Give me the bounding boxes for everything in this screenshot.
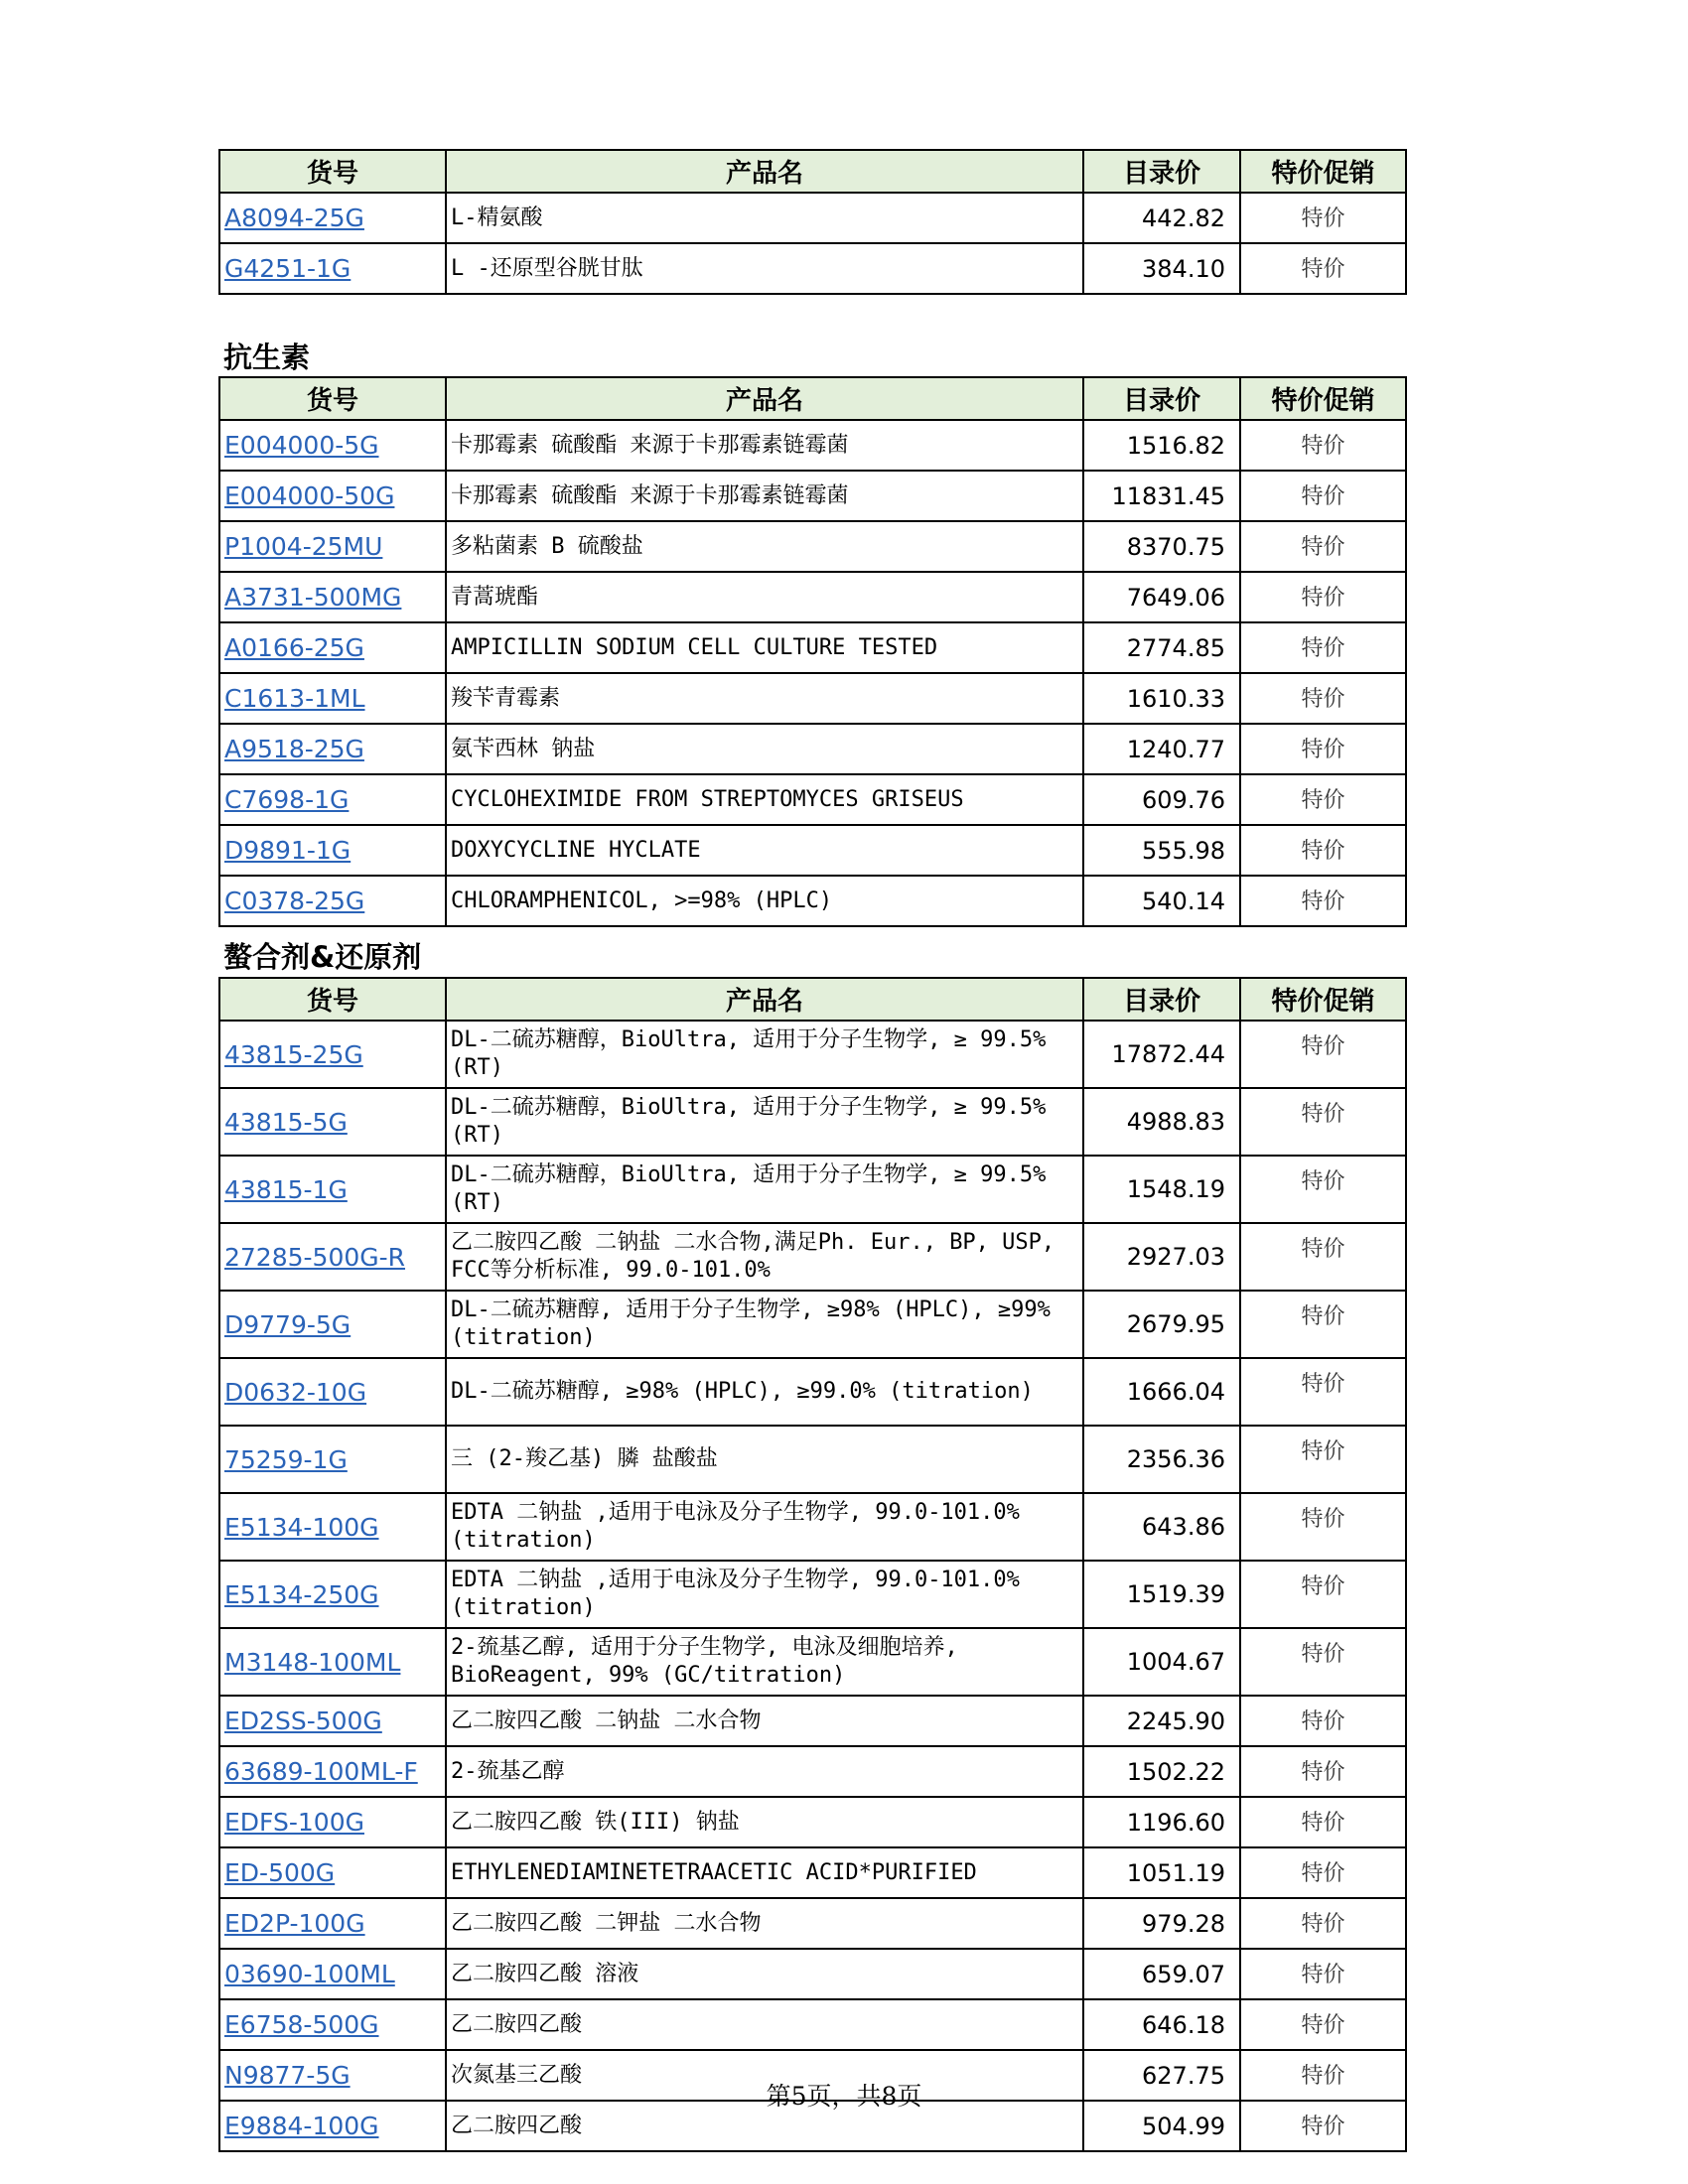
product-name: 卡那霉素 硫酸酯 来源于卡那霉素链霉菌 [446, 471, 1083, 521]
header-name: 产品名 [446, 978, 1083, 1021]
product-code-cell [219, 1291, 446, 1358]
product-name: DL-二硫苏糖醇, ≥98% (HPLC), ≥99.0% (titration) [446, 1358, 1083, 1426]
product-code-link[interactable]: ED-500G [224, 1858, 336, 1887]
product-code-link[interactable]: ED2SS-500G [224, 1706, 382, 1735]
promo-label: 特价 [1240, 1746, 1406, 1797]
catalog-price: 7649.06 [1083, 572, 1240, 622]
table-row [219, 420, 1406, 471]
catalog-price: 1516.82 [1083, 420, 1240, 471]
product-name: 乙二胺四乙酸 二钠盐 二水合物 [446, 1696, 1083, 1746]
catalog-price: 2679.95 [1083, 1291, 1240, 1358]
promo-label: 特价 [1240, 1493, 1406, 1561]
product-code-link[interactable]: M3148-100ML [224, 1647, 401, 1677]
header-price: 目录价 [1083, 150, 1240, 193]
table-row [219, 774, 1406, 825]
catalog-price: 11831.45 [1083, 471, 1240, 521]
promo-label: 特价 [1240, 471, 1406, 521]
promo-label: 特价 [1240, 1696, 1406, 1746]
promo-label: 特价 [1240, 774, 1406, 825]
product-name: 青蒿琥酯 [446, 572, 1083, 622]
promo-label: 特价 [1240, 521, 1406, 572]
product-code-link[interactable]: D0632-10G [224, 1377, 367, 1407]
promo-label: 特价 [1240, 724, 1406, 774]
promo-label: 特价 [1240, 1847, 1406, 1898]
table-row [219, 1291, 1406, 1358]
promo-label: 特价 [1240, 2101, 1406, 2151]
product-code-link[interactable]: E5134-250G [224, 1579, 379, 1609]
product-code-cell [219, 521, 446, 572]
section-title-antibiotics: 抗生素 [223, 341, 311, 374]
product-name: 三 (2-羧乙基) 膦 盐酸盐 [446, 1426, 1083, 1493]
product-code-cell [219, 1223, 446, 1291]
table-row [219, 471, 1406, 521]
catalog-price: 504.99 [1083, 2101, 1240, 2151]
catalog-price: 2774.85 [1083, 622, 1240, 673]
product-code-cell [219, 1628, 446, 1696]
header-promo: 特价促销 [1240, 978, 1406, 1021]
header-row [219, 150, 1406, 193]
product-name: L -还原型谷胱甘肽 [446, 243, 1083, 294]
table-row [219, 1628, 1406, 1696]
product-name: 氨苄西林 钠盐 [446, 724, 1083, 774]
product-code-cell [219, 1493, 446, 1561]
catalog-price: 659.07 [1083, 1949, 1240, 1999]
table-row [219, 1493, 1406, 1561]
product-code-link[interactable]: 27285-500G-R [224, 1242, 406, 1272]
product-code-link[interactable]: EDFS-100G [224, 1808, 364, 1837]
promo-label: 特价 [1240, 572, 1406, 622]
product-code-cell [219, 1999, 446, 2050]
product-code-cell [219, 876, 446, 926]
product-name: CYCLOHEXIMIDE FROM STREPTOMYCES GRISEUS [446, 774, 1083, 825]
catalog-price: 1051.19 [1083, 1847, 1240, 1898]
table-row [219, 1949, 1406, 1999]
table-row [219, 1561, 1406, 1628]
product-name: EDTA 二钠盐 ,适用于电泳及分子生物学, 99.0-101.0% (titration) [446, 1493, 1083, 1561]
header-code: 货号 [219, 150, 446, 193]
header-name: 产品名 [446, 377, 1083, 420]
product-code-cell [219, 1797, 446, 1847]
product-code-link[interactable]: D9891-1G [224, 836, 352, 865]
product-code-cell [219, 1561, 446, 1628]
promo-label: 特价 [1240, 1628, 1406, 1696]
table-row [219, 673, 1406, 724]
product-code-cell [219, 622, 446, 673]
product-code-link[interactable]: ED2P-100G [224, 1909, 365, 1938]
section-title-chelators: 螯合剂&还原剂 [223, 940, 422, 974]
promo-label: 特价 [1240, 1949, 1406, 1999]
promo-label: 特价 [1240, 825, 1406, 876]
product-code-link[interactable]: P1004-25MU [224, 532, 383, 561]
promo-label: 特价 [1240, 243, 1406, 294]
product-name: 羧苄青霉素 [446, 673, 1083, 724]
promo-label: 特价 [1240, 1358, 1406, 1426]
catalog-price: 1519.39 [1083, 1561, 1240, 1628]
table-row [219, 1999, 1406, 2050]
table-row [219, 1156, 1406, 1223]
header-price: 目录价 [1083, 978, 1240, 1021]
product-name: DL-二硫苏糖醇，BioUltra, 适用于分子生物学, ≥ 99.5% (RT) [446, 1156, 1083, 1223]
table-row [219, 1797, 1406, 1847]
table-row [219, 876, 1406, 926]
product-code-cell [219, 243, 446, 294]
catalog-price: 17872.44 [1083, 1021, 1240, 1088]
product-code-link[interactable]: 75259-1G [224, 1444, 348, 1474]
product-code-link[interactable]: C7698-1G [224, 785, 350, 814]
product-name: DL-二硫苏糖醇，BioUltra, 适用于分子生物学, ≥ 99.5% (RT) [446, 1088, 1083, 1156]
table-row [219, 1021, 1406, 1088]
product-code-cell [219, 1746, 446, 1797]
product-code-cell [219, 1358, 446, 1426]
promo-label: 特价 [1240, 876, 1406, 926]
product-code-link[interactable]: N9877-5G [224, 2061, 351, 2090]
table-row [219, 1426, 1406, 1493]
promo-label: 特价 [1240, 1898, 1406, 1949]
table-row [219, 521, 1406, 572]
promo-label: 特价 [1240, 193, 1406, 243]
product-code-link[interactable]: G4251-1G [224, 254, 352, 283]
product-table [218, 376, 1407, 927]
product-code-cell [219, 1088, 446, 1156]
product-name: EDTA 二钠盐 ,适用于电泳及分子生物学, 99.0-101.0% (titration) [446, 1561, 1083, 1628]
catalog-price: 8370.75 [1083, 521, 1240, 572]
catalog-price: 4988.83 [1083, 1088, 1240, 1156]
catalog-price: 2927.03 [1083, 1223, 1240, 1291]
table-row [219, 193, 1406, 243]
catalog-price: 442.82 [1083, 193, 1240, 243]
product-code-link[interactable]: E004000-5G [224, 431, 379, 460]
table-row [219, 724, 1406, 774]
catalog-price: 1240.77 [1083, 724, 1240, 774]
product-code-link[interactable]: A9518-25G [224, 735, 364, 763]
promo-label: 特价 [1240, 622, 1406, 673]
product-code-cell [219, 1156, 446, 1223]
product-name: ETHYLENEDIAMINETETRAACETIC ACID*PURIFIED [446, 1847, 1083, 1898]
promo-label: 特价 [1240, 1223, 1406, 1291]
catalog-price: 643.86 [1083, 1493, 1240, 1561]
product-name: L-精氨酸 [446, 193, 1083, 243]
table-row [219, 1223, 1406, 1291]
promo-label: 特价 [1240, 1088, 1406, 1156]
product-code-link[interactable]: C0378-25G [224, 887, 365, 915]
table-row [219, 1358, 1406, 1426]
table-row [219, 1847, 1406, 1898]
header-promo: 特价促销 [1240, 377, 1406, 420]
product-name: 多粘菌素 B 硫酸盐 [446, 521, 1083, 572]
catalog-price: 609.76 [1083, 774, 1240, 825]
table-block-amino-acids [218, 149, 1405, 295]
promo-label: 特价 [1240, 1156, 1406, 1223]
promo-label: 特价 [1240, 1561, 1406, 1628]
table-row [219, 1088, 1406, 1156]
product-code-link[interactable]: A8094-25G [224, 204, 364, 232]
catalog-price: 2245.90 [1083, 1696, 1240, 1746]
product-code-cell [219, 673, 446, 724]
product-name: 乙二胺四乙酸 二钠盐 二水合物,满足Ph. Eur., BP, USP, FCC等分析标准, 99.0-101.0% [446, 1223, 1083, 1291]
product-name: 2-巯基乙醇 [446, 1746, 1083, 1797]
catalog-price: 555.98 [1083, 825, 1240, 876]
header-row [219, 978, 1406, 1021]
product-code-cell [219, 825, 446, 876]
table-row [219, 1898, 1406, 1949]
product-code-link[interactable]: 43815-25G [224, 1039, 363, 1069]
product-code-link[interactable]: E6758-500G [224, 2010, 379, 2039]
product-code-cell [219, 1898, 446, 1949]
product-name: DL-二硫苏糖醇，BioUltra, 适用于分子生物学, ≥ 99.5% (RT) [446, 1021, 1083, 1088]
product-code-cell [219, 420, 446, 471]
catalog-price: 1666.04 [1083, 1358, 1240, 1426]
product-code-cell [219, 774, 446, 825]
header-code: 货号 [219, 978, 446, 1021]
promo-label: 特价 [1240, 1999, 1406, 2050]
product-code-cell [219, 1696, 446, 1746]
product-code-link[interactable]: D9779-5G [224, 1309, 352, 1339]
product-code-link[interactable]: A3731-500MG [224, 583, 402, 612]
catalog-price: 646.18 [1083, 1999, 1240, 2050]
product-table [218, 977, 1407, 2152]
product-name: AMPICILLIN SODIUM CELL CULTURE TESTED [446, 622, 1083, 673]
promo-label: 特价 [1240, 1021, 1406, 1088]
product-code-cell [219, 1021, 446, 1088]
product-name: DOXYCYCLINE HYCLATE [446, 825, 1083, 876]
product-name: 2-巯基乙醇, 适用于分子生物学, 电泳及细胞培养, BioReagent, 99% (GC/titration) [446, 1628, 1083, 1696]
product-code-link[interactable]: 63689-100ML-F [224, 1757, 418, 1786]
catalog-price: 1502.22 [1083, 1746, 1240, 1797]
product-name: 次氮基三乙酸 [446, 2050, 1083, 2101]
header-row [219, 377, 1406, 420]
product-code-cell [219, 1847, 446, 1898]
promo-label: 特价 [1240, 1797, 1406, 1847]
product-name: 乙二胺四乙酸 溶液 [446, 1949, 1083, 1999]
product-code-cell [219, 193, 446, 243]
product-name: 卡那霉素 硫酸酯 来源于卡那霉素链霉菌 [446, 420, 1083, 471]
promo-label: 特价 [1240, 420, 1406, 471]
page-footer: 第5页，共8页 [766, 2082, 922, 2111]
catalog-price: 384.10 [1083, 243, 1240, 294]
product-code-link[interactable]: 43815-5G [224, 1107, 348, 1137]
header-price: 目录价 [1083, 377, 1240, 420]
catalog-price: 1004.67 [1083, 1628, 1240, 1696]
table-row [219, 1696, 1406, 1746]
product-name: 乙二胺四乙酸 二钾盐 二水合物 [446, 1898, 1083, 1949]
table-row [219, 572, 1406, 622]
table-row [219, 1746, 1406, 1797]
promo-label: 特价 [1240, 673, 1406, 724]
product-name: 乙二胺四乙酸 [446, 1999, 1083, 2050]
header-name: 产品名 [446, 150, 1083, 193]
product-code-cell [219, 471, 446, 521]
product-code-link[interactable]: C1613-1ML [224, 684, 365, 713]
promo-label: 特价 [1240, 1426, 1406, 1493]
product-name: DL-二硫苏糖醇, 适用于分子生物学, ≥98% (HPLC), ≥99% (titration) [446, 1291, 1083, 1358]
catalog-price: 627.75 [1083, 2050, 1240, 2101]
product-code-link[interactable]: A0166-25G [224, 633, 364, 662]
product-code-cell [219, 1426, 446, 1493]
product-code-cell [219, 1949, 446, 1999]
product-code-cell [219, 572, 446, 622]
product-code-link[interactable]: E5134-100G [224, 1512, 379, 1542]
product-name: CHLORAMPHENICOL, >=98% (HPLC) [446, 876, 1083, 926]
product-name: 乙二胺四乙酸 [446, 2101, 1083, 2151]
product-table [218, 149, 1407, 295]
product-code-link[interactable]: E004000-50G [224, 481, 395, 510]
catalog-price: 1610.33 [1083, 673, 1240, 724]
promo-label: 特价 [1240, 1291, 1406, 1358]
promo-label: 特价 [1240, 2050, 1406, 2101]
header-promo: 特价促销 [1240, 150, 1406, 193]
product-code-link[interactable]: E9884-100G [224, 2112, 379, 2140]
header-code: 货号 [219, 377, 446, 420]
table-row [219, 243, 1406, 294]
catalog-price: 2356.36 [1083, 1426, 1240, 1493]
product-name: 乙二胺四乙酸 铁(III) 钠盐 [446, 1797, 1083, 1847]
table-block-antibiotics [218, 376, 1405, 927]
table-row [219, 622, 1406, 673]
table-row [219, 825, 1406, 876]
product-code-cell [219, 724, 446, 774]
catalog-price: 1548.19 [1083, 1156, 1240, 1223]
catalog-price: 979.28 [1083, 1898, 1240, 1949]
table-block-chelators [218, 977, 1405, 2152]
catalog-price: 540.14 [1083, 876, 1240, 926]
product-code-link[interactable]: 03690-100ML [224, 1960, 395, 1988]
product-code-link[interactable]: 43815-1G [224, 1174, 348, 1204]
catalog-price: 1196.60 [1083, 1797, 1240, 1847]
